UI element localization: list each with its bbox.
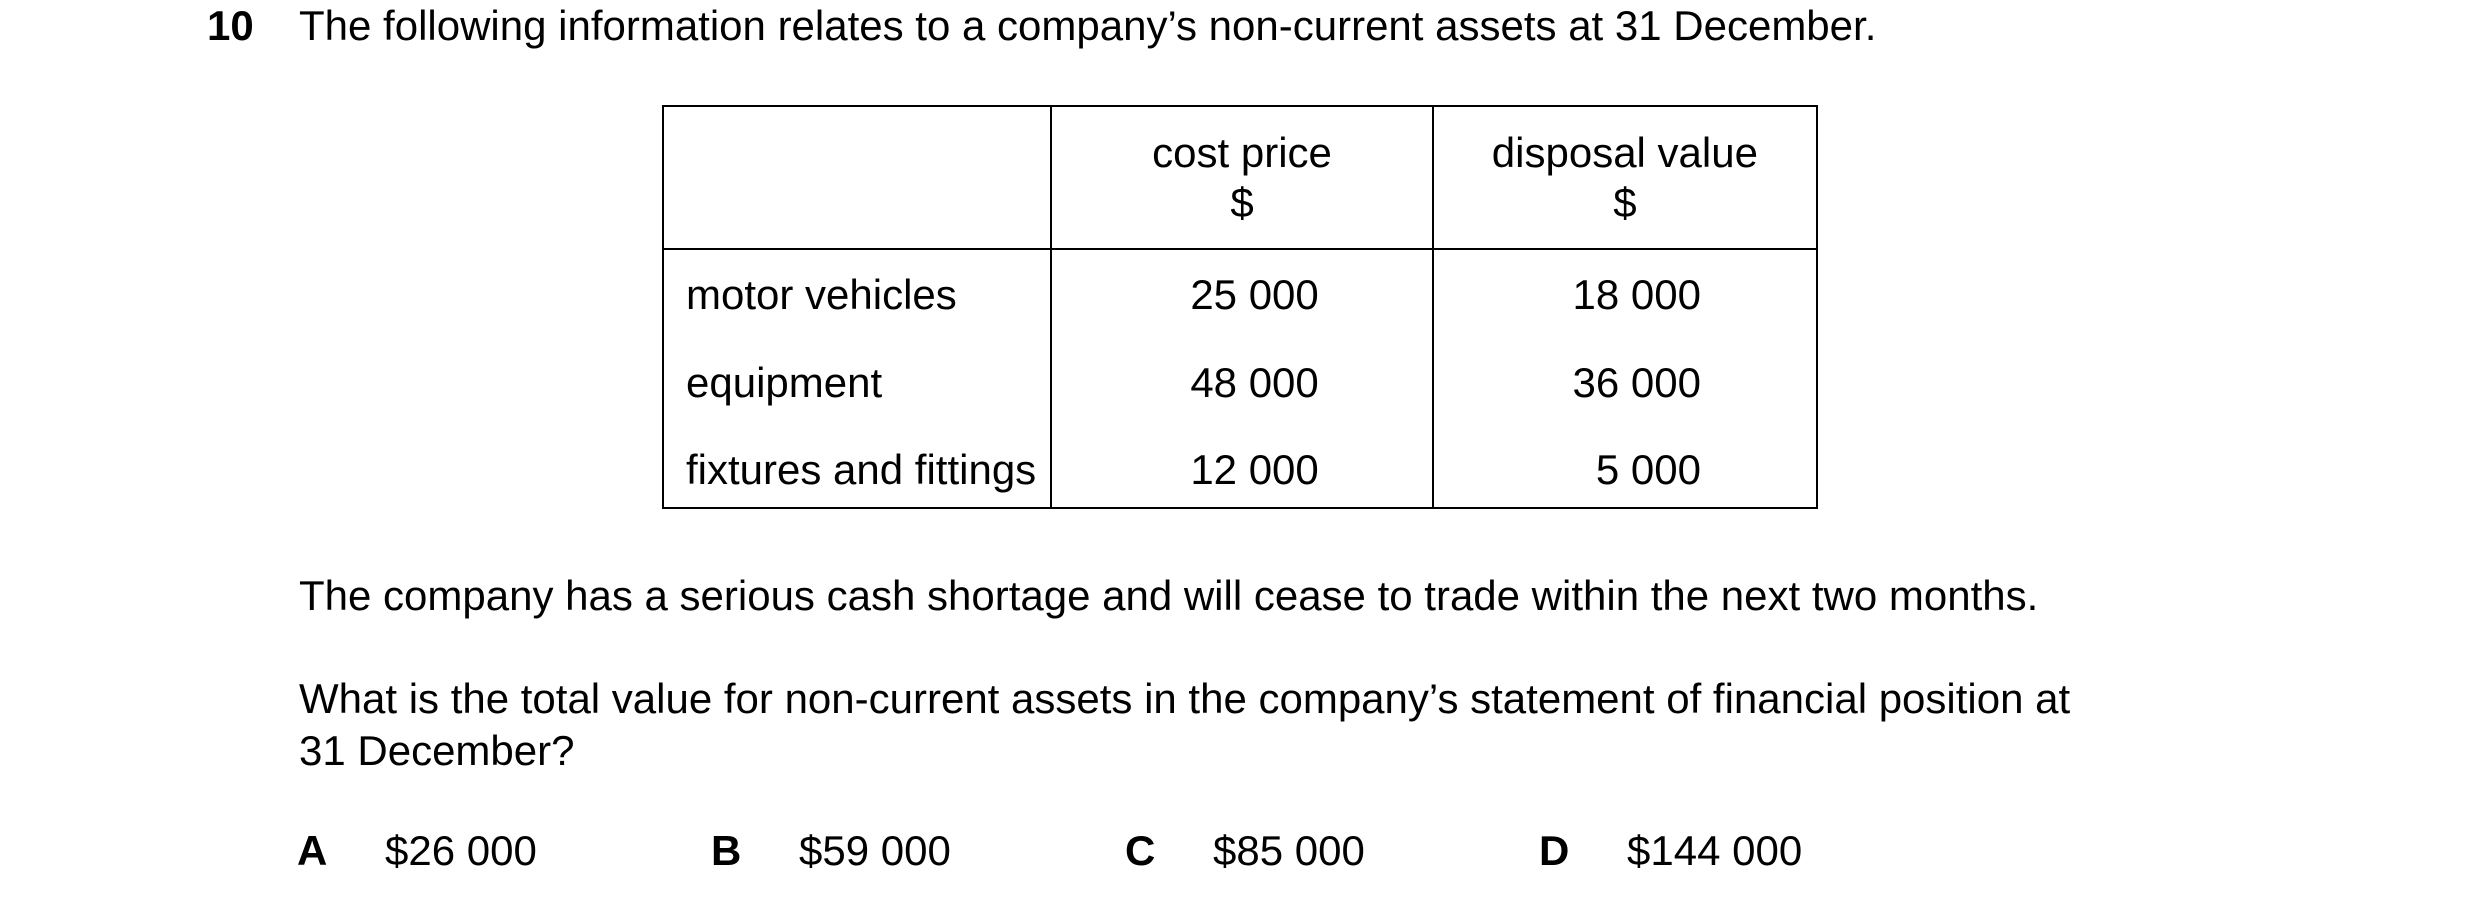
table-row: [663, 358, 1817, 445]
header-disposal-value: [1433, 106, 1817, 249]
option-b-letter: B: [711, 827, 742, 874]
table-header-row: [663, 106, 1817, 249]
header-cost-price: [1051, 106, 1433, 249]
row-disposal: 36 000: [1433, 358, 1817, 445]
option-c-value[interactable]: $85 000: [1213, 827, 1365, 874]
assets-table: [662, 105, 1818, 509]
row-disposal: 18 000: [1433, 249, 1817, 358]
option-d-value[interactable]: $144 000: [1627, 827, 1803, 874]
table-row: [663, 249, 1817, 358]
question-line-2: 31 December?: [299, 727, 575, 774]
question-line-1: What is the total value for non-current assets in the company’s statement of financial position at: [299, 675, 2071, 722]
option-b-value[interactable]: $59 000: [799, 827, 951, 874]
context-paragraph: The company has a serious cash shortage and will cease to trade within the next two months.: [299, 572, 2039, 619]
question-number: 10: [207, 2, 254, 49]
header-cost-price-unit: $: [1230, 178, 1254, 226]
row-disposal: 5 000: [1433, 445, 1817, 508]
row-label: motor vehicles: [663, 249, 1051, 358]
row-label: fixtures and fittings: [663, 445, 1051, 508]
option-c-letter: C: [1125, 827, 1156, 874]
header-disposal-value-label: disposal value: [1491, 128, 1758, 176]
header-disposal-value-unit: $: [1613, 178, 1637, 226]
row-label: equipment: [663, 358, 1051, 445]
question-paragraph: [299, 673, 2070, 777]
table-row: [663, 445, 1817, 508]
row-cost: 25 000: [1051, 249, 1433, 358]
question-stem: The following information relates to a company’s non-current assets at 31 December.: [299, 2, 1877, 49]
header-cost-price-label: cost price: [1152, 128, 1332, 176]
row-cost: 48 000: [1051, 358, 1433, 445]
option-d-letter: D: [1539, 827, 1570, 874]
option-a-value[interactable]: $26 000: [385, 827, 537, 874]
header-blank-cell: [663, 106, 1051, 249]
option-a-letter: A: [297, 827, 328, 874]
row-cost: 12 000: [1051, 445, 1433, 508]
